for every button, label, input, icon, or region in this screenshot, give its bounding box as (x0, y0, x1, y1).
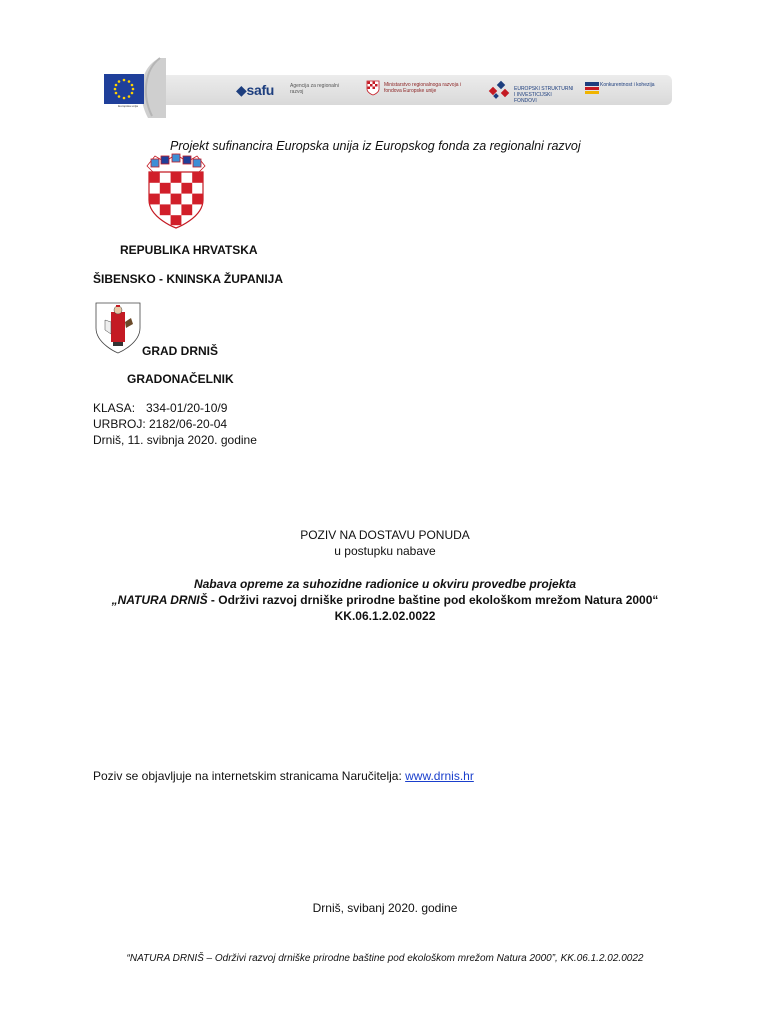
project-code: KK.06.1.2.02.0022 (334, 609, 436, 623)
croatian-coat-of-arms-icon (143, 152, 209, 230)
project-description: Nabava opreme za suhozidne radionice u okviru provedbe projekta (193, 577, 577, 591)
safu-mark-icon: ◆ (236, 82, 247, 98)
county-name: ŠIBENSKO - KNINSKA ŽUPANIJA (93, 272, 284, 286)
page-footer: “NATURA DRNIŠ – Održivi razvoj drniške prirodne baštine pod ekološkom mrežom Natura 2000”, KK.06.1.2.02.0022 (126, 953, 644, 964)
eu-flag-icon (104, 74, 144, 104)
publication-text: Poziv se objavljuje na internetskim stranicama Naručitelja: (93, 769, 406, 783)
competitiveness-logo-icon (584, 80, 600, 96)
project-name (0, 592, 770, 608)
klasa-value: 334-01/20-10/9 (146, 401, 228, 415)
competitiveness-text: Konkurentnost i kohezija (600, 82, 655, 88)
invitation-subtitle: u postupku nabave (334, 544, 436, 558)
website-link[interactable]: www.drnis.hr (405, 769, 474, 783)
drnis-coat-of-arms-icon (93, 300, 143, 355)
publication-note (93, 768, 474, 784)
invitation-title: POZIV NA DOSTAVU PONUDA (300, 528, 470, 542)
urbroj: URBROJ: 2182/06-20-04 (93, 417, 228, 431)
document-date: Drniš, 11. svibnja 2020. godine (93, 433, 257, 447)
closing-date: Drniš, svibanj 2020. godine (312, 901, 458, 915)
eu-caption: Europska unija (118, 104, 138, 108)
esif-logo-icon (488, 78, 516, 102)
croatian-shield-small-icon (366, 80, 380, 96)
city-name: GRAD DRNIŠ (142, 344, 219, 358)
ministry-text: Ministarstvo regionalnoga razvoja i fondova Europske unije (384, 82, 461, 94)
klasa-label: KLASA: (93, 401, 136, 415)
country-name: REPUBLIKA HRVATSKA (120, 243, 258, 257)
esif-text: EUROPSKI STRUKTURNI I INVESTICIJSKI FONDOVI (514, 86, 574, 104)
safu-subtitle: Agencija za regionalni razvoj (290, 83, 339, 95)
project-name-italic: „NATURA DRNIŠ (111, 593, 208, 607)
office-name: GRADONAČELNIK (127, 372, 234, 386)
safu-label: safu (246, 82, 275, 98)
project-name-rest: - Održivi razvoj drniške prirodne baštine pod ekološkom mrežom Natura 2000“ (207, 593, 659, 607)
cofinanced-statement: Projekt sufinancira Europska unija iz Europskog fonda za regionalni razvoj (170, 139, 581, 153)
safu-logo (236, 82, 274, 99)
